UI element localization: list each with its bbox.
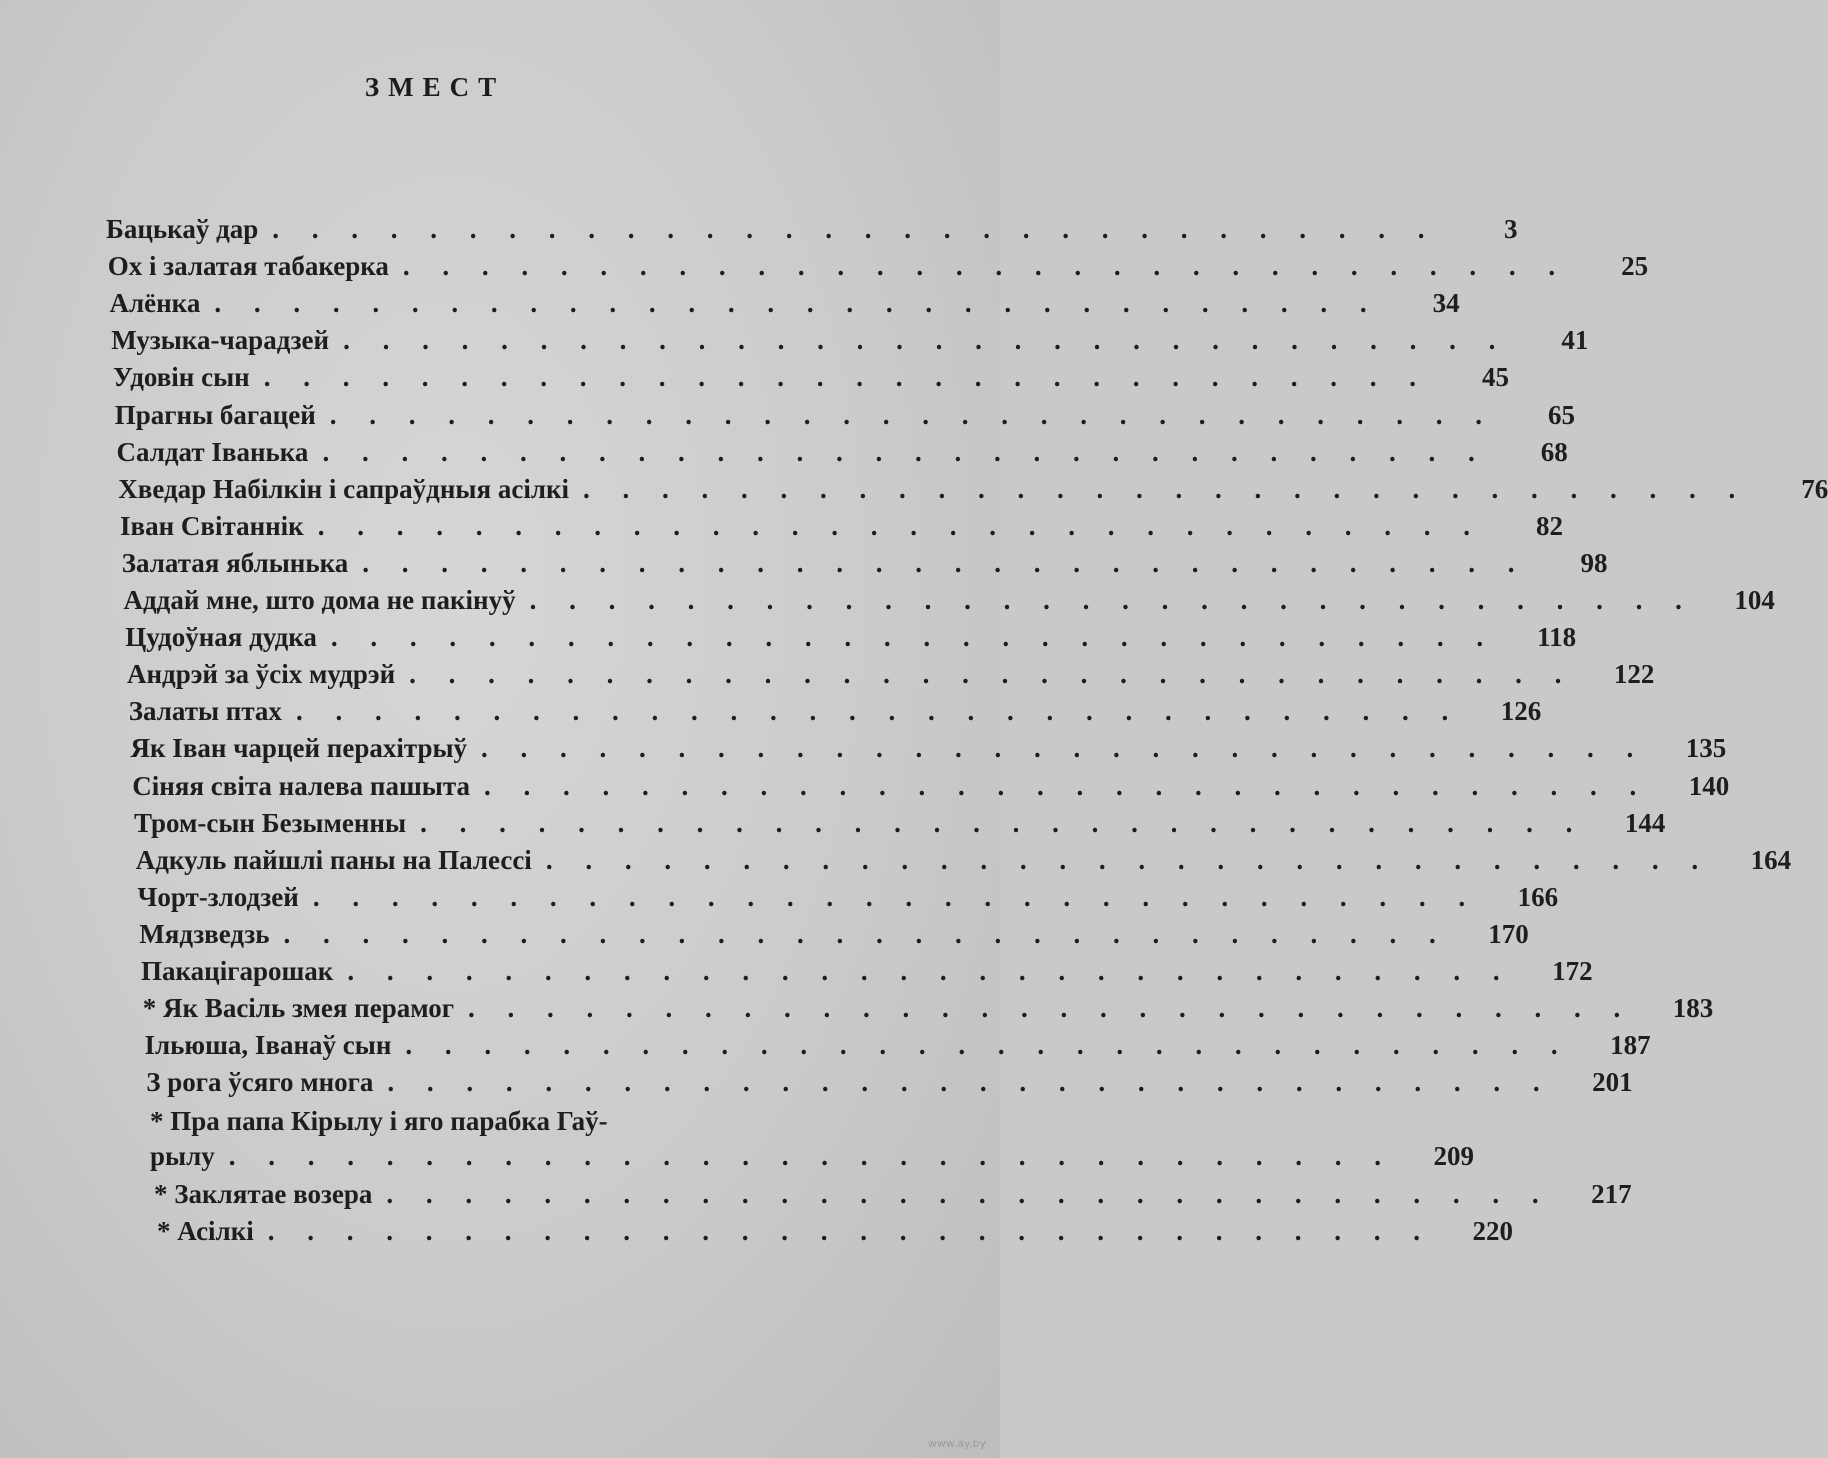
toc-entry-page: 126: [1500, 696, 1542, 727]
toc-entry: [150, 1141, 1474, 1177]
toc-entry: [127, 659, 1655, 695]
toc-entry-title: Ільюша, Іванаў сын: [144, 1030, 392, 1061]
toc-entry: [141, 956, 1593, 992]
toc-entry-title: Пакацігарошак: [141, 956, 334, 986]
toc-entry-title: Залаты птах: [128, 696, 282, 727]
dot-leader: . . . . . . . . . . . . . . . . . . . . . . . . . . . . . .: [295, 696, 1462, 727]
toc-entry: [118, 473, 1828, 510]
toc-entry-page: 166: [1517, 881, 1559, 912]
dot-leader: . . . . . . . . . . . . . . . . . . . . . . . . . . . . . .: [228, 1141, 1394, 1172]
dot-leader: . . . . . . . . . . . . . . . . . . . . . . . . . . . . . .: [214, 288, 1380, 319]
toc-entry-page: 76: [1801, 473, 1828, 504]
toc-entry-page: 45: [1481, 362, 1509, 393]
toc-entry-title: Удовін сын: [113, 362, 250, 393]
toc-entry-title: Ох і залатая табакерка: [107, 251, 389, 282]
toc-entry-title: Андрэй за ўсіх мудрэй: [127, 659, 396, 690]
toc-entry-title: Музыка-чарадзей: [111, 325, 330, 356]
toc-entry: [125, 622, 1577, 658]
toc-entry-title: Хведар Набілкін і сапраўдныя асілкі: [118, 473, 570, 504]
toc-entry-title: Прагны багацей: [114, 399, 316, 430]
toc-entry: [111, 325, 1589, 361]
dot-leader: . . . . . . . . . . . . . . . . . . . . . . . . . . . . . .: [405, 1030, 1571, 1061]
toc-entry: [132, 770, 1730, 807]
toc-entry-page: 41: [1561, 325, 1589, 356]
dot-leader: . . . . . . . . . . . . . . . . . . . . . . . . . . . . . .: [267, 1216, 1434, 1247]
dot-leader: . . . . . . . . . . . . . . . . . . . . . . . . . . . . . .: [330, 622, 1497, 653]
dot-leader: . . . . . . . . . . . . . . . . . . . . . . . . . . . . . .: [347, 956, 1513, 986]
toc-entry-page: 183: [1672, 993, 1714, 1024]
dot-leader: . . . . . . . . . . . . . . . . . . . . . . . . . . . . . .: [387, 1067, 1553, 1098]
toc-entry: [139, 918, 1529, 955]
toc-entry-title: Сіняя світа налева пашыта: [132, 770, 470, 801]
toc-entry-title: Залатая яблынька: [121, 547, 349, 578]
toc-entry-page: 209: [1433, 1141, 1474, 1172]
toc-entry: [144, 1030, 1651, 1066]
toc-entry: [134, 807, 1666, 844]
dot-leader: . . . . . . . . . . . . . . . . . . . . . . . . . . . . . .: [283, 918, 1449, 949]
toc-entry-page: 98: [1580, 547, 1608, 578]
toc-entry-page: 135: [1685, 733, 1727, 764]
toc-entry-page: 187: [1610, 1030, 1651, 1061]
toc-entry-title: Салдат Іванька: [116, 436, 309, 467]
toc-entry-page: 144: [1624, 807, 1666, 838]
dot-leader: . . . . . . . . . . . . . . . . . . . . . . . . . . . . . .: [420, 807, 1586, 838]
dot-leader: . . . . . . . . . . . . . . . . . . . . . . . . . . . . . .: [481, 733, 1647, 764]
toc-entry-page: 118: [1537, 622, 1577, 653]
dot-leader: . . . . . . . . . . . . . . . . . . . . . . . . . . . . . .: [402, 251, 1569, 282]
toc-entry-page: 201: [1592, 1067, 1633, 1098]
toc-entry: [128, 696, 1542, 732]
dot-leader: . . . . . . . . . . . . . . . . . . . . . . . . . . . . . .: [312, 881, 1479, 912]
toc-entry: [135, 844, 1792, 881]
dot-leader: . . . . . . . . . . . . . . . . . . . . . . . . . . . . . .: [583, 473, 1749, 504]
toc-entry-page: 34: [1432, 288, 1460, 319]
toc-entry-page: 220: [1472, 1216, 1514, 1247]
toc-entry-page: 82: [1536, 510, 1563, 541]
toc-entry-title: * Асілкі: [157, 1216, 254, 1247]
toc-entry-page: 172: [1552, 956, 1593, 986]
toc-entry-title: Цудоўная дудка: [125, 622, 317, 653]
toc-entry-page: 68: [1540, 436, 1568, 467]
toc-entry-title: Мядзведзь: [139, 918, 270, 949]
toc-entry-title: Тром-сын Безыменны: [134, 807, 407, 838]
toc-entry: [130, 733, 1727, 769]
dot-leader: . . . . . . . . . . . . . . . . . . . . . . . . . . . . . .: [529, 585, 1695, 615]
toc-entry-title: Бацькаў дар: [106, 214, 259, 244]
toc-entry: [142, 993, 1714, 1029]
toc-entry-title: З рога ўсяго многа: [146, 1067, 374, 1098]
dot-leader: . . . . . . . . . . . . . . . . . . . . . . . . . . . . . .: [362, 547, 1528, 578]
toc-entry: [113, 362, 1509, 398]
toc-entry: [107, 251, 1649, 287]
toc-entry: [106, 214, 1518, 250]
dot-leader: . . . . . . . . . . . . . . . . . . . . . . . . . . . . . .: [468, 993, 1634, 1024]
dot-leader: . . . . . . . . . . . . . . . . . . . . . . . . . . . . . .: [263, 362, 1429, 393]
toc-entry: [146, 1067, 1633, 1103]
toc-entry: [123, 585, 1775, 621]
toc-entry-page: 140: [1688, 770, 1730, 801]
dot-leader: . . . . . . . . . . . . . . . . . . . . . . . . . . . . . .: [545, 844, 1712, 875]
toc-entry-title: Чорт-злодзей: [137, 881, 299, 912]
dot-leader: . . . . . . . . . . . . . . . . . . . . . . . . . . . . . .: [483, 770, 1650, 801]
toc-entry-page: 217: [1591, 1179, 1632, 1210]
toc-entry-page: 170: [1488, 918, 1529, 949]
toc-entry-title-continued: рылу: [150, 1141, 215, 1172]
toc-entry-page: 65: [1548, 399, 1576, 430]
toc-entry-title: * Заклятае возера: [154, 1179, 373, 1210]
dot-leader: . . . . . . . . . . . . . . . . . . . . . . . . . . . . . .: [329, 399, 1496, 430]
watermark: www.ay.by: [927, 1437, 986, 1450]
toc-entry-page: 104: [1734, 585, 1775, 615]
toc-entry-title: Адкуль пайшлі паны на Палессі: [135, 844, 532, 875]
toc-entry: [114, 399, 1576, 436]
toc-entry-page: 122: [1613, 659, 1655, 690]
toc-entry-title: Алёнка: [109, 288, 201, 319]
toc-entry-page: 164: [1750, 844, 1792, 875]
toc-entry: [116, 436, 1568, 473]
dot-leader: . . . . . . . . . . . . . . . . . . . . . . . . . . . . . .: [409, 659, 1575, 690]
toc-entry-title: Як Іван чарцей перахітрыў: [130, 733, 468, 764]
toc-entry: [137, 881, 1559, 918]
toc-entry: [154, 1179, 1632, 1215]
dot-leader: . . . . . . . . . . . . . . . . . . . . . . . . . . . . . .: [343, 325, 1509, 356]
dot-leader: . . . . . . . . . . . . . . . . . . . . . . . . . . . . . .: [317, 510, 1483, 541]
dot-leader: . . . . . . . . . . . . . . . . . . . . . . . . . . . . . .: [272, 214, 1438, 244]
dot-leader: . . . . . . . . . . . . . . . . . . . . . . . . . . . . . .: [386, 1179, 1552, 1210]
toc-entry: [109, 288, 1460, 324]
dot-leader: . . . . . . . . . . . . . . . . . . . . . . . . . . . . . .: [322, 436, 1488, 467]
toc-entry-title: Аддай мне, што дома не пакінуў: [123, 585, 516, 615]
toc-entry: [120, 510, 1563, 547]
toc-entry-title: Іван Світаннік: [120, 510, 304, 541]
toc-entry: [121, 547, 1608, 584]
toc-entry-title: * Пра папа Кірылу і яго парабка Гаў-: [150, 1106, 608, 1137]
toc-entry-title: * Як Васіль змея перамог: [142, 993, 455, 1024]
toc-entry-page: 3: [1504, 214, 1518, 244]
toc-entry: [157, 1216, 1514, 1252]
page-title: ЗМЕСТ: [364, 72, 506, 102]
toc-entry-page: 25: [1621, 251, 1649, 282]
